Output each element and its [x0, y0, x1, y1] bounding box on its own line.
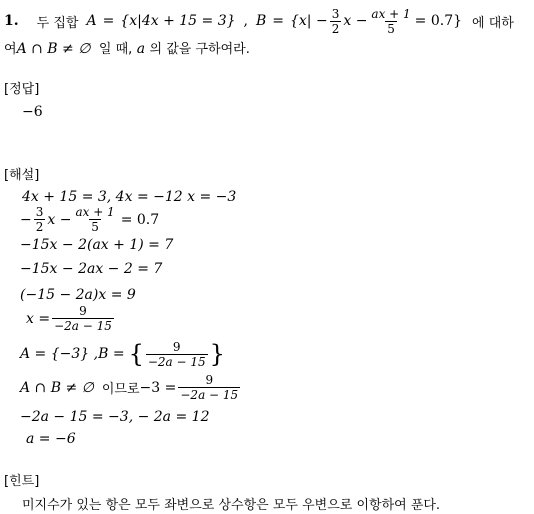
- problem-number: 1.: [4, 13, 19, 29]
- problem-lead-text: 두 집합: [36, 15, 79, 31]
- set-b-fraction-1: $\frac{3}{2}$: [331, 6, 340, 36]
- solution-line-9: −2a − 15 = −3, − 2a = 12: [20, 409, 210, 425]
- condition-expr: A ∩ B ≠ ∅: [16, 41, 91, 57]
- solution-line-7: A = {−3} ,B = { $\frac{9}{-2a - 15}$ }: [20, 339, 225, 369]
- hint-label: [힌트]: [4, 474, 40, 489]
- solution-line-1: 4x + 15 = 3, 4x = −12 x = −3: [22, 189, 237, 205]
- hint-text: 미지수가 있는 항은 모두 좌변으로 상수항은 모두 우변으로 이항하여 푼다.: [22, 498, 441, 513]
- solution-line-8: A ∩ B ≠ ∅ 이므로 −3 = $\frac{9}{-2a - 15}$: [20, 373, 239, 402]
- solution-line-10: a = −6: [26, 431, 76, 447]
- problem-line-2: 여A ∩ B ≠ ∅ 일 때, a 의 값을 구하여라.: [4, 41, 250, 57]
- answer-value: −6: [22, 104, 43, 120]
- set-b-name: B: [255, 13, 267, 29]
- solution-line-3: −15x − 2(ax + 1) = 7: [20, 237, 174, 253]
- solution-line-2: − $\frac{3}{2}$ x − $\frac{ax + 1}{5}$ = 0.7: [20, 205, 160, 234]
- solution-line-6: x = $\frac{9}{-2a - 15}$: [26, 304, 112, 333]
- problem-tail: 에 대하: [472, 15, 514, 31]
- set-b-fraction-2: $\frac{ax + 1}{5}$: [371, 6, 411, 36]
- set-b-mid: x −: [343, 13, 368, 29]
- solution-line-5: (−15 − 2a)x = 9: [20, 287, 136, 303]
- solution-label: [해설]: [4, 168, 40, 183]
- set-b-close: = 0.7}: [414, 13, 463, 29]
- solution-line-4: −15x − 2ax − 2 = 7: [20, 261, 163, 277]
- set-a-name: A: [86, 13, 97, 29]
- answer-label: [정답]: [4, 82, 40, 97]
- problem-line-1: 1. 두 집합 A = {x|4x + 15 = 3} , B = {x| − $\frac{3}{2}$ x − $\frac{ax + 1}{5}$ = 0.7} 에 대하: [4, 6, 514, 36]
- set-b-open: {x| −: [290, 13, 328, 29]
- comma: ,: [243, 13, 248, 29]
- set-a-expr: {x|4x + 15 = 3}: [120, 13, 236, 29]
